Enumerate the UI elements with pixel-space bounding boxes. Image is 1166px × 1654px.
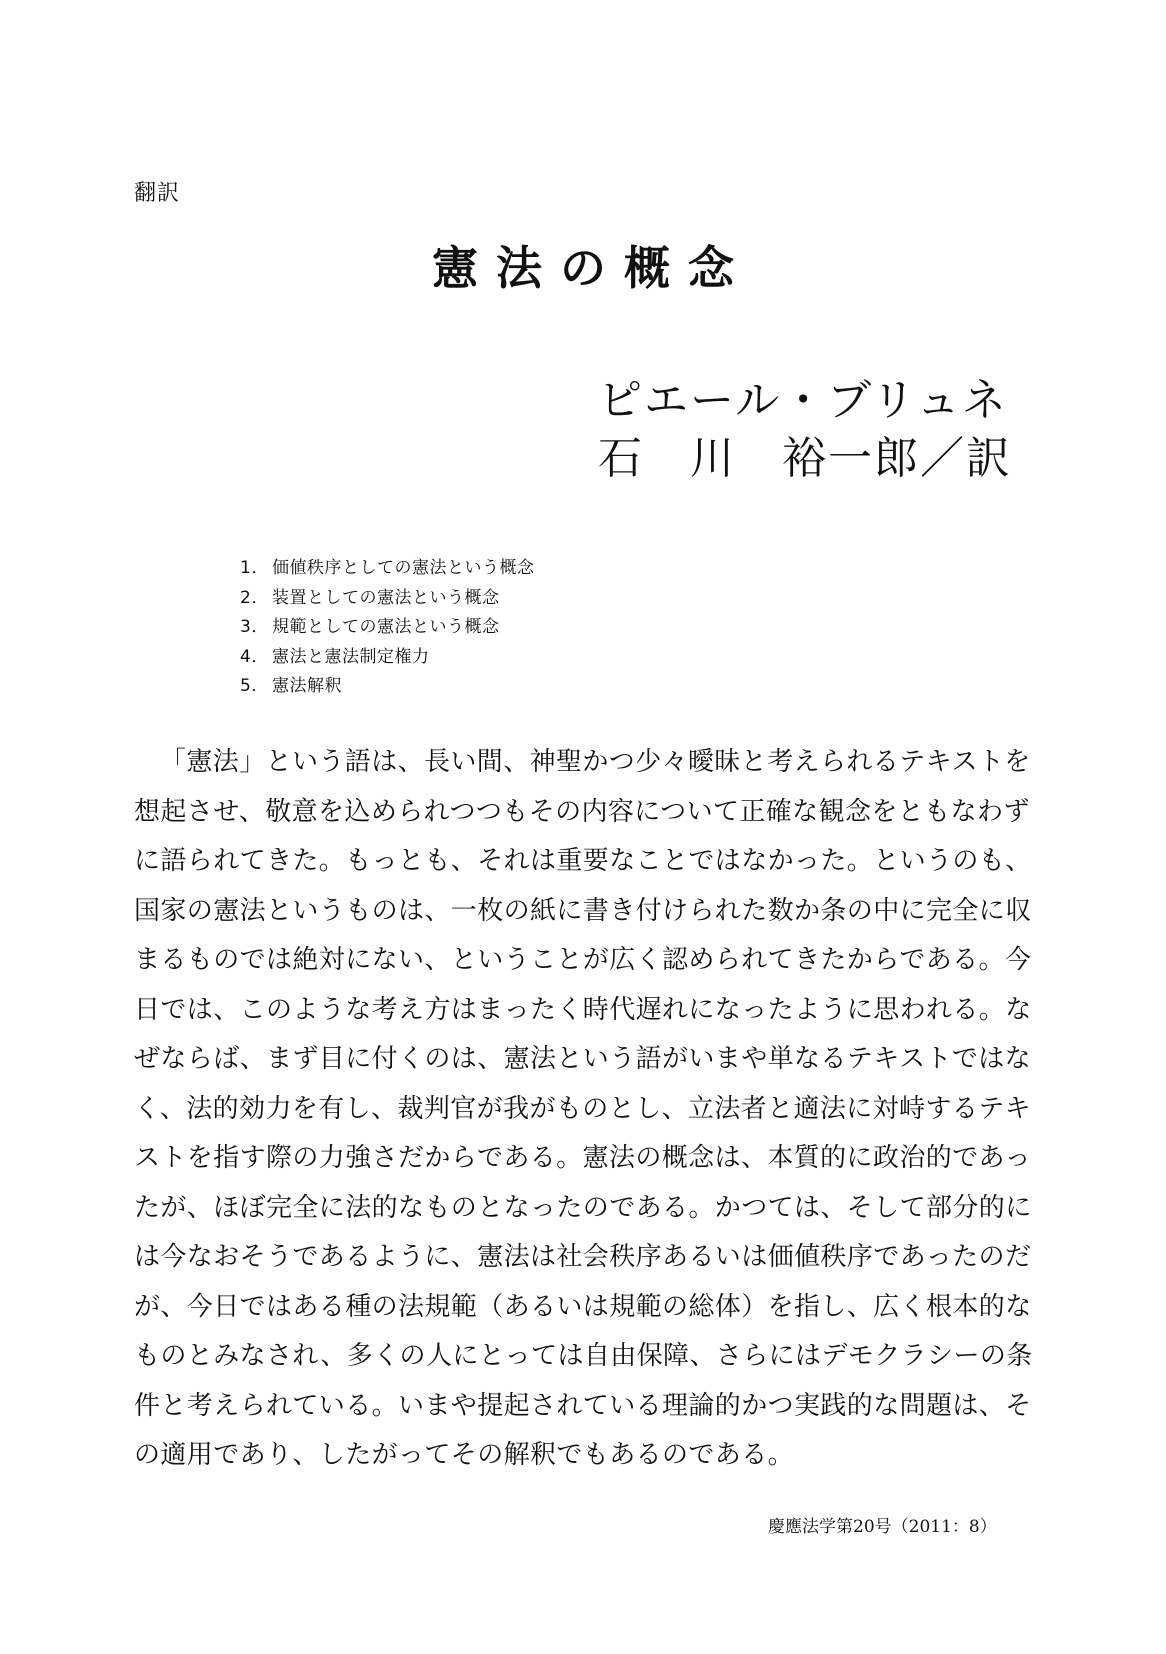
article-category: 翻訳 bbox=[134, 181, 181, 206]
toc-text: 価値秩序としての憲法という概念 bbox=[272, 558, 535, 578]
toc-number: 3． bbox=[240, 617, 269, 637]
toc-item-5 bbox=[240, 672, 535, 702]
toc-number: 2． bbox=[240, 587, 269, 608]
author-block bbox=[598, 372, 1012, 488]
toc-item-3 bbox=[240, 613, 535, 643]
body-paragraph: 「憲法」という語は、長い間、神聖かつ少々曖昧と考えられるテキストを想起させ、敬意を込められつつもその内容について正確な観念をともなわずに語られてきた。もっとも、それは重要なことではなかった。というのも、国家の憲法というものは、一枚の紙に書き付けられた数か条の中に完全に収まるものでは絶対にない、ということが広く認められてきたからである。今日では、このような考え方はまったく時代遅れになったように思われる。なぜならば、まず目に付くのは、憲法という語がいまや単なるテキストではなく、法的効力を有し、裁判官が我がものとし、立法者と適法に対峙するテキストを指す際の力強さだからである。憲法の概念は、本質的に政治的であったが、ほぼ完全に法的なものとなったのである。かつては、そして部分的には今なおそうであるように、憲法は社会秩序あるいは価値秩序であったのだが、今日ではある種の法規範（あるいは規範の総体）を指し、広く根本的なものとみなされ、多くの人にとっては自由保障、さらにはデモクラシーの条件と考えられている。いまや提起されている理論的かつ実践的な問題は、その適用であり、したがってその解釈でもあるのである。 bbox=[134, 747, 1033, 1470]
translator-name: 石 川 裕一郎／訳 bbox=[598, 433, 1012, 484]
body-text bbox=[134, 738, 1034, 1481]
toc-text: 装置としての憲法という概念 bbox=[272, 587, 500, 608]
toc-item-4 bbox=[240, 643, 535, 673]
toc-text: 憲法と憲法制定権力 bbox=[272, 646, 430, 667]
toc-item-1 bbox=[240, 554, 535, 584]
toc-number: 5． bbox=[240, 676, 269, 696]
toc-text: 憲法解釈 bbox=[272, 676, 342, 696]
toc-number: 1． bbox=[240, 558, 269, 578]
toc-item-2 bbox=[240, 584, 535, 614]
toc-number: 4． bbox=[240, 646, 269, 667]
toc-text: 規範としての憲法という概念 bbox=[272, 617, 500, 637]
journal-footer: 慶應法学第20号（2011：8） bbox=[768, 1517, 997, 1537]
article-title: 憲法の概念 bbox=[432, 241, 752, 295]
author-name: ピエール・ブリュネ bbox=[598, 375, 1009, 426]
table-of-contents bbox=[240, 554, 535, 702]
